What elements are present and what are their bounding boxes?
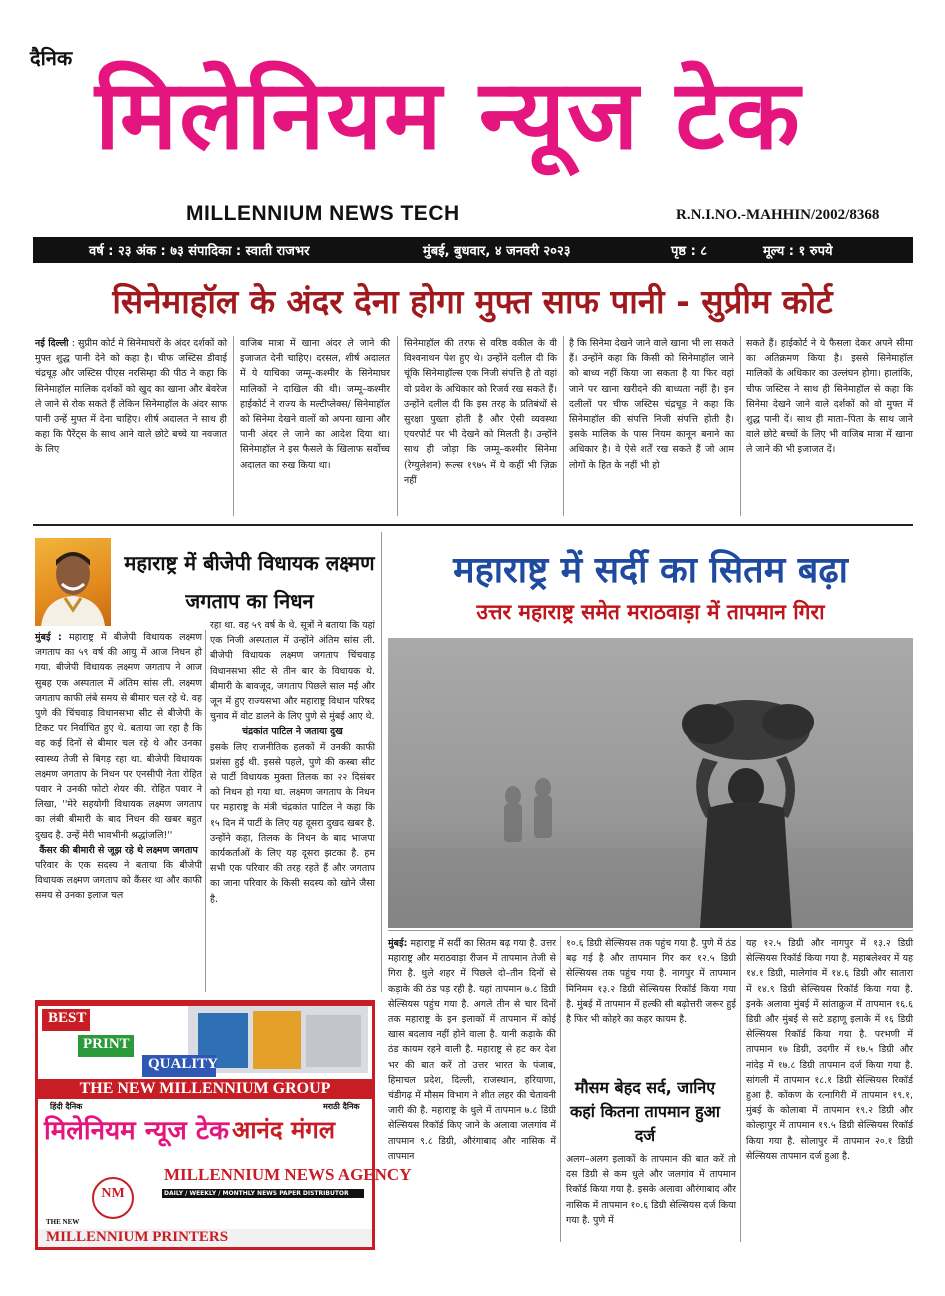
masthead-title: मिलेनियम न्यूज टेक <box>95 59 802 171</box>
obituary-subhead-2: चंद्रकांत पाटिल ने जताया दुख <box>242 726 343 738</box>
lead-column-3: सिनेमाहॉल की तरफ से वरिष्ठ वकील के वी विश्वनाथन पेश हुए थे। उन्होंने दलील दी कि चूंकि सिनेमाहॉल्स एक निजी संपत्ति है तो वहां वो प्रवेश के अधिकार को रिजर्व रख सकते हैं। उन्होंने दलील दी कि इस तरह के प्रतिबंधों से सुरक्षा पुख्ता होती है और ऐसी व्यवस्था एयरपोर्ट पर भी देखने को मिलती है। उन्होंने साथ ही जोड़ा कि जम्मू–कश्मीर सिनेमा (रेग्युलेशन) रूल्स १९७५ में ये कहीं भी ज़िक्र नहीं <box>404 338 557 486</box>
lead-column-1-text: : सुप्रीम कोर्ट मे सिनेमाघरों के अंदर दर्शकों को मुफ्त शुद्ध पानी देने को कहा है। चीफ जस्टिस डीवाई चंद्रचूड़ और जस्टिस पीएस नरसिम्हा की पीठ ने कहा कि सिनेमाहॉल मालिक दर्शकों को खुद का खाना और बेवरेज ले जाने से रोक सकते हैं लेकिन सिनेमाहॉल के अंदर साफ पानी उन्हें मुफ्त में देना चाहिए। शीर्ष अदालत ने साथ ही कहा कि पैरेंट्स के साथ आने वाले छोटे बच्चे या नवजात के लिए <box>35 338 227 456</box>
obituary-headline: महाराष्ट्र में बीजेपी विधायक लक्ष्मण जगताप का निधन <box>124 551 375 613</box>
column-divider <box>205 630 206 992</box>
advertisement <box>35 1000 412 1250</box>
weather-column-3: यह १२.५ डिग्री और नागपुर में १३.२ डिग्री सेल्सियस रिकॉर्ड किया गया है. महाबलेश्वर में यह १४.१ डिग्री, मालेगांव में १४.६ डिग्री और सातारा में १४.९ डिग्री सेल्सियस रिकॉर्ड किया गया है. इनके अलावा मुंबई में सांताक्रुज में तापमान १६.६ डिग्री और मुंबई से सटे डहाणू इलाके में १६ डिग्री सेल्सियस रिकॉर्ड किया गया है. परभणी में तापमान १७ डिग्री, उदगीर में १७.५ डिग्री और नांदेड़ में १७.८ डिग्री तापमान दर्ज किया गया है. सांगली में तापमान १८.१ डिग्री सेल्सियस रिकॉर्ड हुआ है. कोंकण के रत्नागिरी में तापमान १९.१, मुंबई के कोलाबा में तापमान १९.२ डिग्री और कोल्हापुर में तापमान १९.५ डिग्री सेल्सियस रिकॉर्ड किया गया है. सोलापुर में तापमान २०.१ डिग्री सेल्सियस तापमान दर्ज हुआ है. <box>746 938 913 1162</box>
lead-column-1 <box>35 336 227 516</box>
lead-headline: सिनेमाहॉल के अंदर देना होगा मुफ्त साफ पानी - सुप्रीम कोर्ट <box>112 282 833 321</box>
weather-column-1 <box>388 936 556 1242</box>
obituary-text-1-end: परिवार के एक सदस्य ने बताया कि बीजेपी विधायक लक्ष्मण जगताप को कैंसर था और काफी समय से उनका इलाज चल <box>35 860 202 902</box>
fog-photo <box>388 638 913 928</box>
price: मूल्य : १ रुपये <box>763 244 833 259</box>
obituary-text-2-end: इसके लिए राजनीतिक हलकों में उनकी काफी प्रशंसा हुई थी. इससे पहले, पुणे की कस्बा सीट से पार्टी विधायक मुक्ता तिलक का २२ दिसंबर को निधन हो गया था. लक्ष्मण जगताप के निधन पर महाराष्ट्र के मंत्री चंद्रकांत पाटिल ने कहा कि १५ दिन में पार्टी के लिए यह दूसरा दुखद खबर है. उन्होंने कहा, तिलक के निधन के बाद भाजपा कार्यकर्ताओं के लिए यह दूसरा झटका है. हम सभी एक परिवार की तरह रहते हैं और जगताप का जाना परिवार के किसी सदस्य को खोने जैसा है. <box>210 741 375 905</box>
column-divider <box>563 336 564 516</box>
rni-number: R.N.I.NO.-MAHHIN/2002/8368 <box>676 207 880 223</box>
obituary-text-1: महाराष्ट्र में बीजेपी विधायक लक्ष्मण जगताप का ५९ वर्ष की आयु में आज निधन हो गया. बीजेपी विधायक लक्ष्मण जगताप ने आज सुबह एक अस्पताल में अंतिम सांस ली. लक्ष्मण जगताप काफी लंबे समय से बीमार चल रहे थे. वह पुणे की चिंचवाड़ विधानसभा सीट से बीजेपी के टिकट पर निर्वाचित हुए थे. बताया जा रहा है कि वह कई दिनों से बीमार चल रहे थे और उनका स्वास्थ्य तेजी से बिगड़ रहा था. बीजेपी विधायक लक्ष्मण जगताप के निधन पर एनसीपी नेता रोहित पवार ने उनकी फोटो शेयर की. रोहित पवार ने लिखा, ''मेरे सहयोगी विधायक लक्ष्मण जगताप का लंबी बीमारी के बाद निधन की खबर बहुत दुखद है. उन्हें मेरी भावभीनी श्रद्धांजलि!'' <box>35 632 203 841</box>
ad-hindi-dainik: हिंदी दैनिक <box>50 1102 83 1111</box>
weather-text-1: महाराष्ट्र में सर्दी का सितम बढ़ गया है. उत्तर महाराष्ट्र और मराठवाड़ा रीजन में तापमान तेजी से गिरा है. धुले शहर में पिछले दो–तीन दिनों से कड़ाके की ठंड पड़ रही है. यहां तापमान ७.८ डिग्री सेल्सियस पहुंच गया है. अगले तीन से चार दिनों तक महाराष्ट्र के इन इलाकों में तापमान में कोई खास बदलाव नहीं होने वाला है. यानी कड़ाके की ठंड कायम रहने वाली है. महाराष्ट्र से हट कर देश भर की बात करें तो उत्तर भारत के पंजाब, हिमाचल प्रदेश, दिल्ली, राजस्थान, हरियाणा, चंडीगढ़ में मौसम विभाग ने शीत लहर की चेतावनी जारी की है. महाराष्ट्र के धुले में तापमान ७.८ डिग्री सेल्सियस रिकॉर्ड किए जाने के अलावा जलगांव में तापमान ९.८ डिग्री, औरंगाबाद और नासिक में तापमान <box>388 938 557 1162</box>
issue-info: वर्ष : २३ अंक : ७३ संपादिका : स्वाती राजभर <box>89 244 310 259</box>
ad-marathi-dainik: मराठी दैनिक <box>323 1102 360 1111</box>
ad-best: BEST <box>48 1010 87 1026</box>
column-divider <box>740 336 741 516</box>
obituary-photo <box>35 538 111 626</box>
weather-column-2-top: १०.६ डिग्री सेल्सियस तक पहुंच गया है. पुणे में ठंड बढ़ गई है और तापमान गिर कर १२.५ डिग्री सेल्सियस तक पहुंच गया है. नागपुर में तापमान मिनिमम १३.२ डिग्री सेल्सियस रिकॉर्ड किया गया है. मुंबई में तापमान में हल्की सी बढ़ोत्तरी जरूर हुई है फिर भी कोहरे का कहर कायम है. <box>566 938 736 1026</box>
ad-group-name: THE NEW MILLENNIUM GROUP <box>79 1080 331 1097</box>
weather-box-headline: मौसम बेहद सर्द, जानिए कहां कितना तापमान हुआ दर्ज <box>569 1078 720 1145</box>
ad-logo-icon: NM <box>101 1186 125 1201</box>
column-divider <box>740 936 741 1242</box>
lead-column-2: वाजिब मात्रा में खाना अंदर ले जाने की इजाजत देनी चाहिए। दरसल, शीर्ष अदालत में ये याचिका जम्मू–कश्मीर के सिनेमाघर मालिकों ने दाखिल की थी। जम्मू–कश्मीर हाईकोर्ट ने राज्य के मल्टीप्लेक्स/ सिनेमाहॉल को सिनेमा देखने वालों को अपना खाना और पानी अंदर ले जाने का आदेश दिया था। सिनेमाहॉल ने इस फैसले के खिलाफ सर्वोच्च अदालत का रुख किया था। <box>240 338 390 471</box>
weather-column-2-bottom: अलग–अलग इलाकों के तापमान की बात करें तो दस डिग्री से कम धुले और जलगांव में तापमान रिकॉर्ड किया गया है. इसके अलावा औरंगाबाद और नासिक में तापमान १०.६ डिग्री सेल्सियस दर्ज किया गया है. पुणे में <box>566 1154 736 1226</box>
lead-dateline: नई दिल्ली <box>35 338 69 349</box>
weather-subheadline: उत्तर महाराष्ट्र समेत मराठवाड़ा में तापमान गिरा <box>476 600 825 624</box>
ad-quality: QUALITY <box>148 1056 219 1072</box>
obituary-text-2: रहा था. वह ५९ वर्ष के थे. सूत्रों ने बताया कि यहां एक निजी अस्पताल में उन्होंने अंतिम सांस ली. बीजेपी विधायक लक्ष्मण जगताप चिंचवाड़ विधानसभा सीट से तीन बार के विधायक थे. बीमारी के बावजूद, जगताप पिछले साल मई और जून में हुए राज्यसभा और महाराष्ट्र विधान परिषद चुनाव में वोट डालने के लिए पुणे से मुंबई आए थे. <box>210 620 375 723</box>
column-divider <box>233 336 234 516</box>
ad-the-new: THE NEW <box>46 1218 80 1226</box>
obituary-column-1 <box>35 630 202 992</box>
weather-dateline: मुंबई: <box>388 938 408 949</box>
obituary-dateline: मुंबई : <box>35 632 62 643</box>
section-rule <box>33 524 913 526</box>
ad-print: PRINT <box>83 1036 130 1052</box>
column-divider <box>397 336 398 516</box>
obituary-column-2 <box>210 618 375 992</box>
info-bar <box>33 237 913 263</box>
section-divider <box>381 532 382 992</box>
page-count: पृष्ठ : ८ <box>671 244 708 259</box>
lead-column-5: सकते हैं। हाईकोर्ट ने ये फैसला देकर अपने सीमा का अतिक्रमण किया है। इससे सिनेमाहॉल मालिकों के अधिकार का उल्लंघन होगा। हालांकि, चीफ जस्टिस ने साथ ही सिनेमाहॉल से कहा कि सिनेमा देखने जाने वाले दर्शकों को वो मुफ्त में शुद्ध पानी दें। साथ ही माता–पिता के साथ जाने वाले छोटे बच्चों के लिए भी वाजिब मात्रा में खाना ले जाने की भी इजाजत दें। <box>746 338 913 456</box>
ad-agency-sub: DAILY / WEEKLY / MONTHLY NEWS PAPER DISTRIBUTOR <box>162 1189 364 1198</box>
lead-column-4: है कि सिनेमा देखने जाने वाले खाना भी ला सकते हैं। उन्होंने कहा कि किसी को सिनेमाहॉल जाने को बाध्य नहीं किया जा सकता है या फिर वहां जाने पर खाना खरीदने की बाध्यता नहीं है। इन दलीलों पर चीफ जस्टिस चंद्रचूड़ ने कहा कि सिनेमाहॉल की संपत्ति निजी संपत्ति होती है। इसके मालिक के पास नियम कानून बनाने का अधिकार है। वे ऐसे शर्तें रख सकते हैं जो आम लोगों के हित के नहीं भी हो <box>569 338 734 471</box>
ad-agency: MILLENNIUM NEWS AGENCY <box>164 1165 412 1184</box>
ad-title-hindi: मिलेनियम न्यूज टेक <box>44 1116 229 1146</box>
masthead-english-title: MILLENNIUM NEWS TECH <box>186 202 460 225</box>
dateline: मुंबई, बुधवार, ४ जनवरी २०२३ <box>423 244 571 259</box>
obituary-subhead-1: कैंसर की बीमारी से जूझ रहे थे लक्ष्मण जगताप <box>39 844 198 856</box>
ad-title-marathi: आनंद मंगल <box>232 1116 336 1144</box>
masthead-dainik: दैनिक <box>30 46 73 70</box>
ad-printers: MILLENNIUM PRINTERS <box>46 1229 229 1245</box>
weather-headline: महाराष्ट्र में सर्दी का सितम बढ़ा <box>453 550 848 591</box>
photo-rule <box>388 930 913 931</box>
